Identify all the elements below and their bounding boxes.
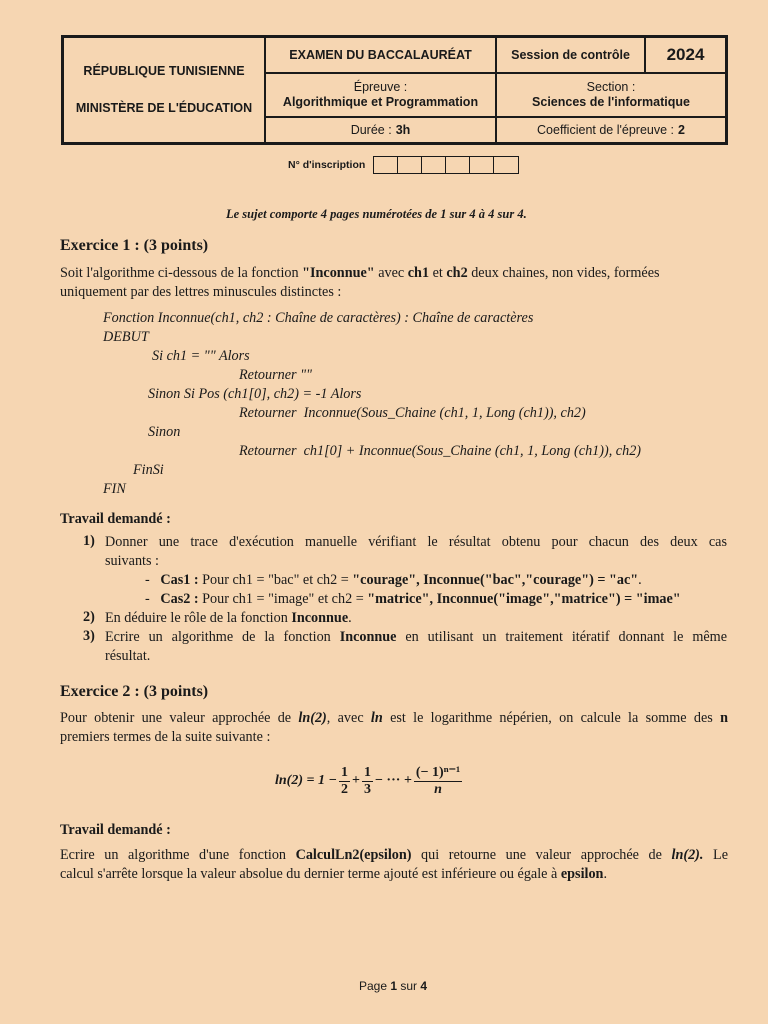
epreuve-label: Épreuve : [353, 80, 408, 94]
question-1-text: Donner une trace d'exécution manuelle vérifiant le résultat obtenu pour chacun des deux cas [105, 534, 727, 550]
question-1-number: 1) [83, 533, 95, 549]
formula-mid: − ··· + [374, 773, 412, 788]
coefficient-cell [496, 117, 726, 143]
coefficient-value: 2 [678, 122, 685, 137]
epreuve-value: Algorithmique et Programmation [282, 95, 479, 109]
inscription-label: N° d'inscription [288, 159, 366, 171]
algo-line: Retourner "" [239, 367, 312, 383]
travail-demande-1: Travail demandé : [60, 511, 171, 527]
duree-label: Durée : [350, 122, 392, 137]
pages-note: Le sujet comporte 4 pages numérotées de 1 sur 4 à 4 sur 4. [226, 207, 527, 221]
exam-year: 2024 [666, 44, 705, 64]
fraction-1-3: $\frac{1}{3}$ [363, 764, 371, 797]
exercise-2-task-line2: calcul s'arrête lorsque la valeur absolue du dernier terme ajouté est inférieure ou égale à epsilon. [60, 866, 607, 882]
inscription-boxes[interactable] [373, 156, 519, 174]
exercise-1-title: Exercice 1 : (3 points) [60, 237, 209, 254]
case-2: - Cas2 : Pour ch1 = "image" et ch2 = "matrice", Inconnue("image","matrice") = "imae" [145, 591, 681, 607]
algo-line: FinSi [133, 462, 164, 478]
exercise-1-intro-line2: uniquement par des lettres minuscules distinctes : [60, 284, 342, 300]
exercise-1-intro: Soit l'algorithme ci-dessous de la fonction "Inconnue" avec ch1 et ch2 deux chaines, non vides, formées [60, 265, 660, 281]
year-cell [645, 37, 726, 73]
exam-title-cell [265, 37, 496, 73]
exercise-2-title: Exercice 2 : (3 points) [60, 683, 209, 700]
duree-value: 3h [395, 122, 411, 137]
algo-line: Si ch1 = "" Alors [152, 348, 250, 364]
session-label: Session de contrôle [511, 47, 630, 62]
travail-demande-2: Travail demandé : [60, 822, 171, 838]
section-value: Sciences de l'informatique [532, 95, 690, 109]
ministry-name: MINISTÈRE DE L'ÉDUCATION [75, 101, 253, 115]
algo-line: Fonction Inconnue(ch1, ch2 : Chaîne de caractères) : Chaîne de caractères [103, 310, 534, 326]
coefficient-label: Coefficient de l'épreuve : [537, 122, 674, 137]
algo-line: Retourner ch1[0] + Inconnue(Sous_Chaine (ch1, 1, Long (ch1)), ch2) [239, 443, 642, 459]
epreuve-cell [265, 73, 496, 117]
country-name: RÉPUBLIQUE TUNISIENNE [83, 64, 245, 78]
question-3-text: Ecrire un algorithme de la fonction Inconnue en utilisant un traitement itératif donnant le même [105, 629, 727, 645]
session-cell [496, 37, 645, 73]
exam-title: EXAMEN DU BACCALAURÉAT [289, 47, 472, 62]
exercise-2-intro-line2: premiers termes de la suite suivante : [60, 729, 271, 745]
question-2-text: En déduire le rôle de la fonction Inconnue. [105, 610, 352, 626]
exercise-2-intro: Pour obtenir une valeur approchée de ln(2), avec ln est le logarithme népérien, on calcule la somme des n [60, 710, 728, 726]
fraction-general-term: $\frac{\text{(− 1)ⁿ⁻¹}}{n}$ [415, 765, 461, 797]
duree-cell [265, 117, 496, 143]
question-2-number: 2) [83, 609, 95, 625]
fraction-1-2: $\frac{1}{2}$ [340, 764, 348, 797]
section-cell [496, 73, 726, 117]
algo-line: Sinon [148, 424, 181, 440]
algo-line: DEBUT [103, 329, 149, 345]
question-1-text-line2: suivants : [105, 553, 159, 569]
formula-lhs: ln(2) = 1 − [275, 773, 337, 788]
exam-header-table [61, 35, 728, 145]
question-3-number: 3) [83, 628, 95, 644]
header-ministry-cell [63, 37, 265, 143]
section-label: Section : [586, 80, 636, 94]
question-3-text-line2: résultat. [105, 648, 151, 664]
algo-line: Sinon Si Pos (ch1[0], ch2) = -1 Alors [148, 386, 362, 402]
inscription-row [288, 156, 519, 174]
page-number: Page 1 sur 4 [359, 979, 428, 993]
case-1: - Cas1 : Pour ch1 = "bac" et ch2 = "courage", Inconnue("bac","courage") = "ac". [145, 572, 642, 588]
exercise-2-task: Ecrire un algorithme d'une fonction CalculLn2(epsilon) qui retourne une valeur approchée de ln(2). Le [60, 847, 728, 863]
algo-line: FIN [103, 481, 126, 497]
algo-line: Retourner Inconnue(Sous_Chaine (ch1, 1, Long (ch1)), ch2) [239, 405, 586, 421]
ln2-formula: ln(2) = 1 − $\frac{1}{2}$ + $\frac{1}{3}$ − ··· + $\frac{\text{(− 1)ⁿ⁻¹}}{n}$ [275, 764, 461, 797]
